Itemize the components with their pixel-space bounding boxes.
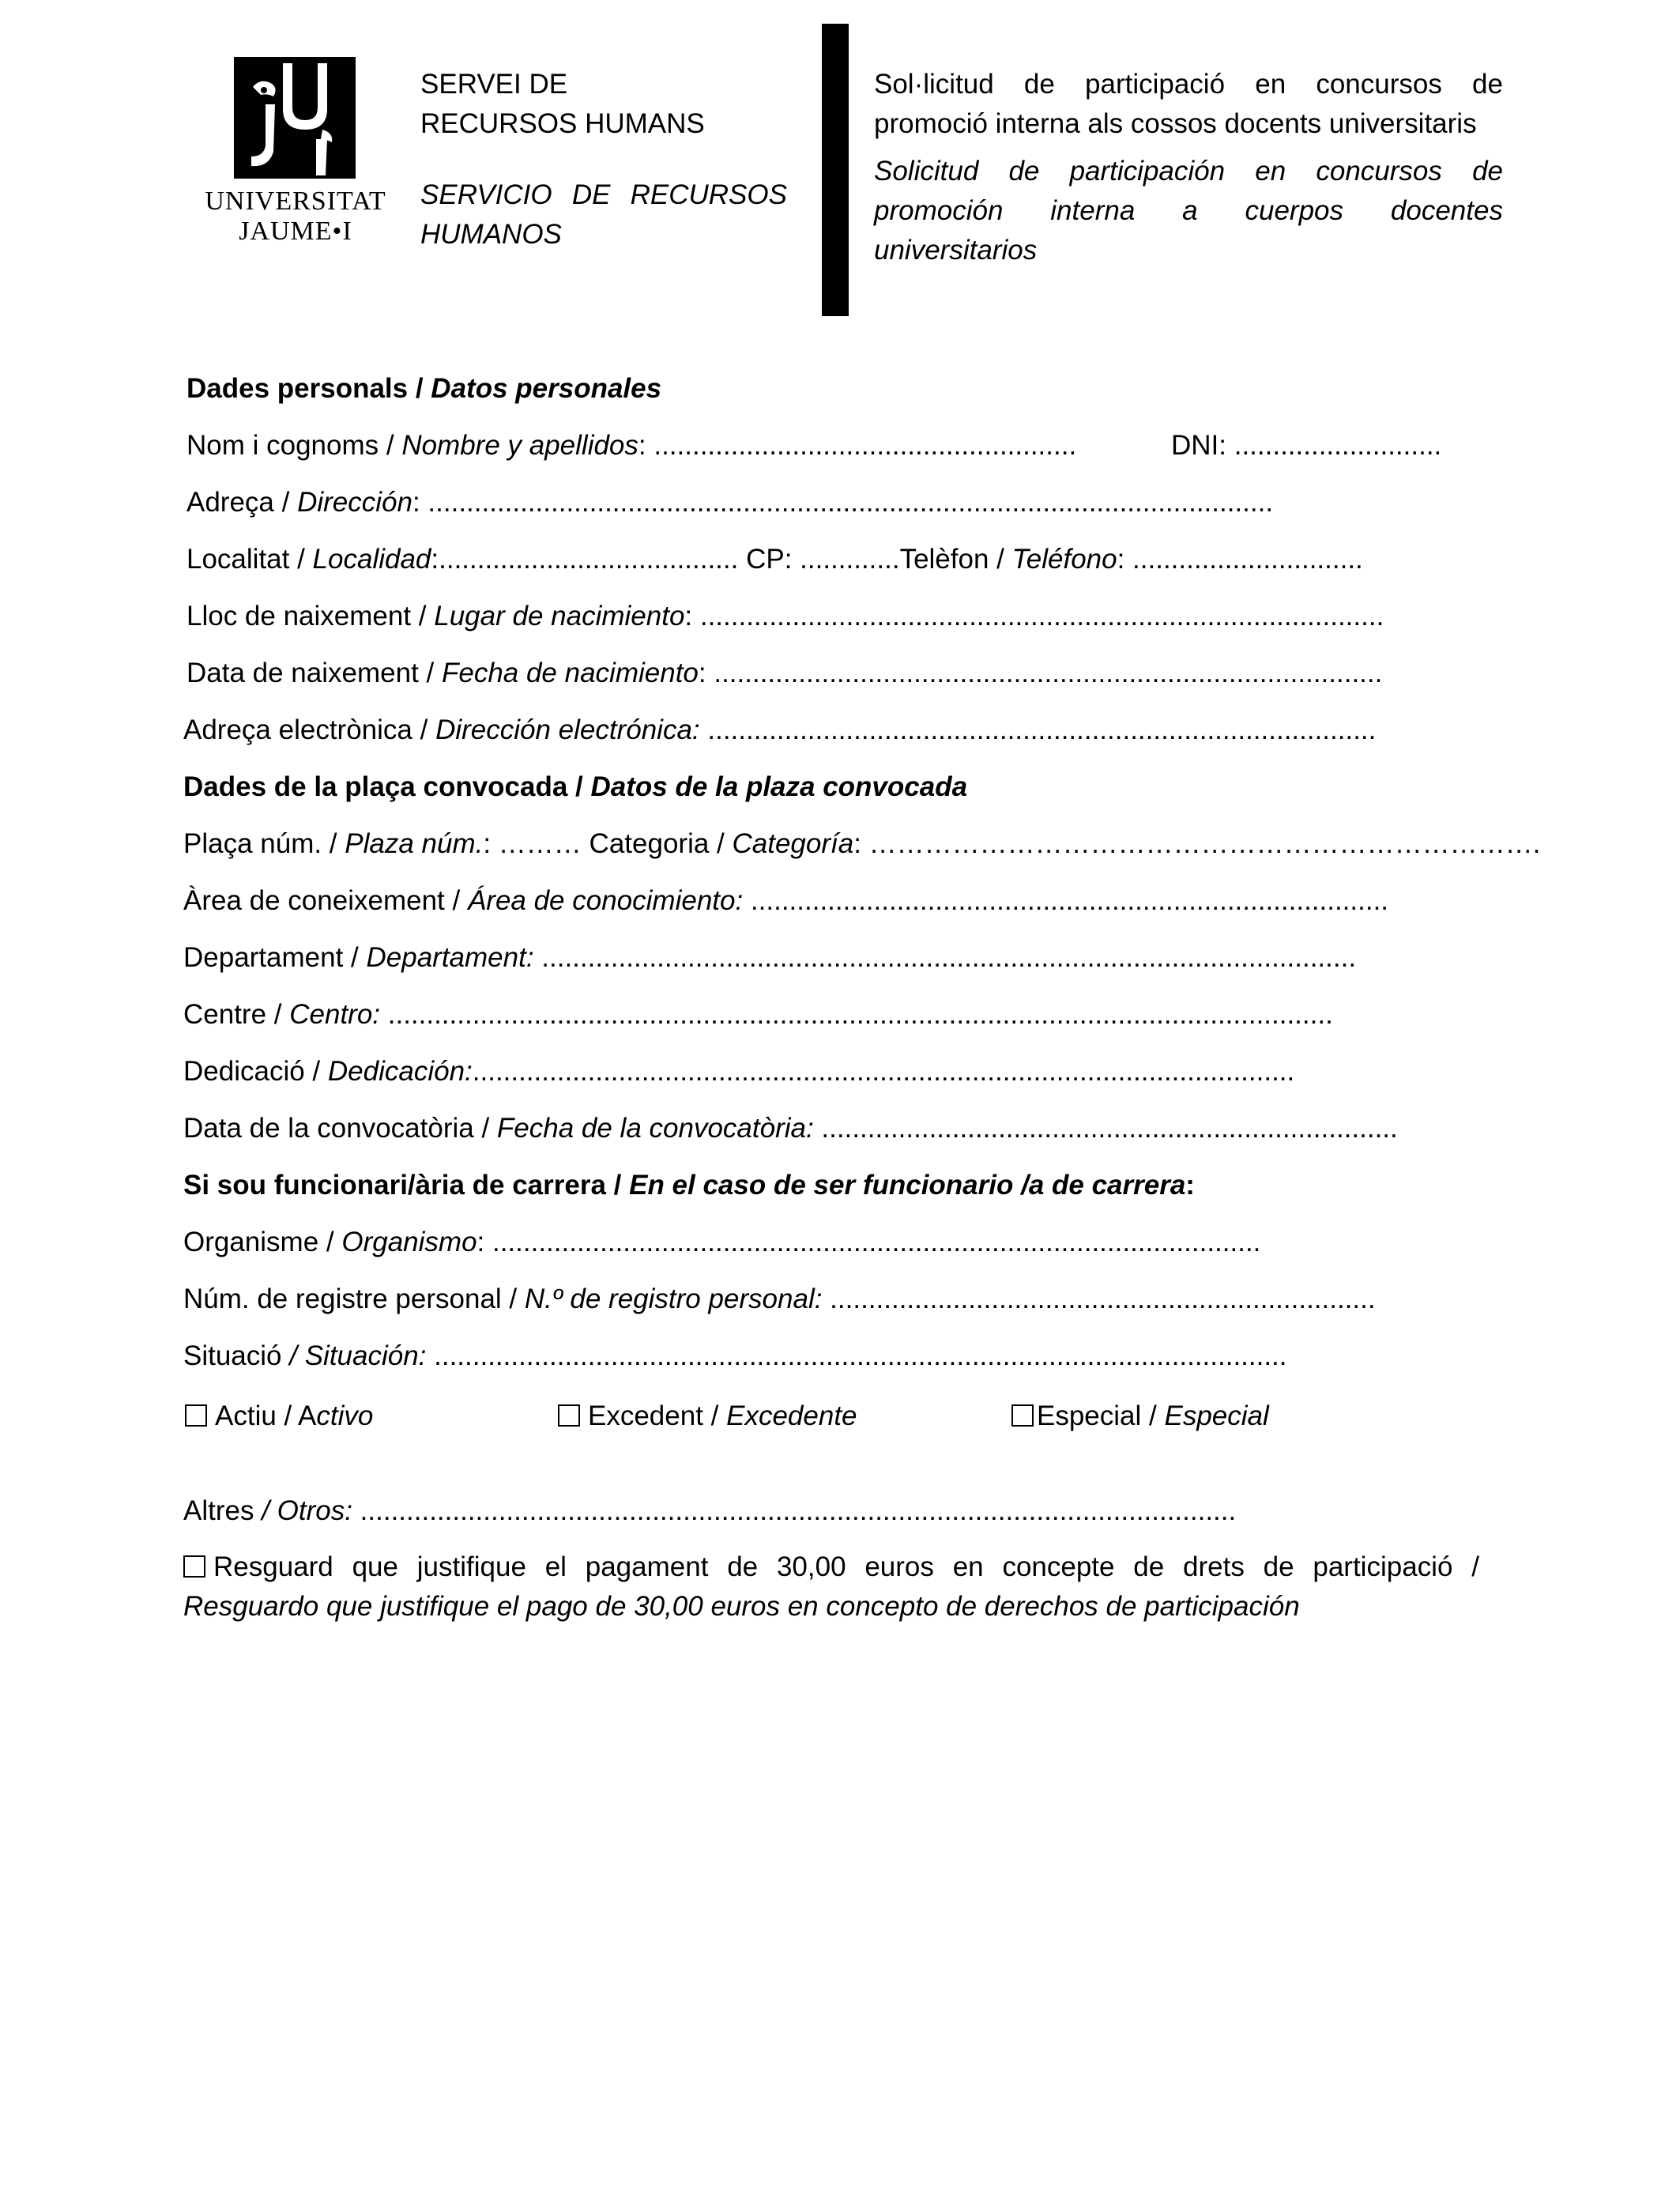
document-title — [874, 65, 1503, 270]
title-ca-line-1 — [874, 65, 1503, 104]
header-divider-bar — [822, 24, 849, 316]
university-logo-mark-icon — [234, 57, 356, 179]
title-word: concursos — [1316, 69, 1442, 100]
fill-line[interactable]: ................................................................................... — [743, 885, 1389, 916]
fill-line[interactable]: : .................................................................................................... — [477, 1227, 1261, 1257]
title-word: a — [1182, 195, 1198, 226]
field-call-date[interactable] — [183, 1111, 1398, 1146]
receipt-line-ca — [183, 1547, 1479, 1587]
fill-line[interactable]: ....................................................................................... — [699, 714, 1377, 745]
label-es: N.º de registro personal: — [524, 1284, 823, 1314]
receipt-word: justifique — [416, 1551, 526, 1582]
option-label-ca: Especial / — [1037, 1400, 1165, 1431]
field-situation[interactable] — [183, 1339, 1287, 1374]
label-ca: Lloc de naixement / — [186, 601, 435, 631]
checkbox-icon[interactable] — [558, 1404, 580, 1427]
field-others[interactable] — [183, 1494, 1236, 1529]
department-es-word: SERVICIO — [420, 179, 552, 210]
label-ca: Localitat / — [186, 544, 313, 575]
title-ca-line-2: promoció interna als cossos docents universitaris — [874, 108, 1477, 139]
section-heading-personal — [186, 371, 661, 406]
title-word: interna — [1050, 195, 1136, 226]
label-ca: Organisme / — [183, 1227, 342, 1257]
label-ca: Adreça / — [186, 487, 298, 518]
label-es: / Otros: — [262, 1495, 352, 1526]
fill-line[interactable]: : ………………………………………………………………. — [853, 828, 1541, 859]
label-es: Plaza núm. — [345, 828, 484, 859]
fill-line[interactable]: .................................................................................................................. — [352, 1495, 1237, 1526]
title-word: cuerpos — [1245, 195, 1344, 226]
title-es-line-1 — [874, 152, 1503, 191]
title-es — [874, 152, 1503, 270]
receipt-word: de — [727, 1551, 759, 1582]
receipt-word: que — [352, 1551, 398, 1582]
label-ca: Categoria / — [589, 828, 733, 859]
receipt-first-word — [183, 1547, 333, 1587]
fill-line[interactable]: ........................................................................... — [813, 1113, 1398, 1144]
field-registry-number[interactable] — [183, 1282, 1376, 1317]
receipt-word: pagament — [585, 1551, 709, 1582]
field-address[interactable] — [186, 485, 1273, 520]
checkbox-icon[interactable] — [185, 1404, 207, 1427]
title-word: de — [1472, 156, 1503, 187]
department-es-word: RECURSOS — [630, 179, 787, 210]
heading-es: En el caso de ser funcionario /a de carrera — [629, 1170, 1186, 1201]
title-word: en — [1255, 156, 1286, 187]
option-label-es: Especial — [1164, 1400, 1269, 1431]
fill-line[interactable]: :....................................... CP: ............. — [431, 544, 900, 575]
label-ca: Data de naixement / — [186, 658, 442, 688]
section-heading-career — [183, 1168, 1195, 1203]
field-name[interactable] — [186, 428, 1076, 463]
receipt-word: Resguard — [213, 1551, 333, 1582]
field-centre[interactable] — [183, 997, 1333, 1032]
heading-colon: : — [1185, 1170, 1195, 1201]
receipt-checkbox-item[interactable] — [183, 1547, 1479, 1627]
fill-line[interactable]: : ....................................................... — [638, 430, 1077, 461]
receipt-line-es: Resguardo que justifique el pago de 30,00 euros en concepto de derechos de participación — [183, 1591, 1300, 1622]
fill-line[interactable]: ........................... — [1226, 430, 1442, 461]
label-es: Localidad — [312, 544, 431, 575]
label-ca: Plaça núm. / — [183, 828, 345, 859]
field-birthplace[interactable] — [186, 599, 1384, 634]
label-es: Departament: — [366, 942, 534, 973]
label-es: Fecha de la convocatòria: — [496, 1113, 814, 1144]
university-wordmark — [199, 187, 392, 247]
fill-line[interactable]: : .............................. — [1117, 544, 1363, 575]
fill-line[interactable]: : ……… — [483, 828, 590, 859]
option-label-es: Excedente — [726, 1400, 857, 1431]
checkbox-icon[interactable] — [183, 1555, 205, 1578]
title-word: concursos — [1316, 156, 1442, 187]
label-es: Área de conocimiento: — [467, 885, 744, 916]
label-ca: Nom i cognoms / — [186, 430, 402, 461]
field-dni[interactable] — [1171, 428, 1441, 463]
wordmark-line-2: JAUME•I — [239, 217, 352, 246]
option-label-es: ctivo — [316, 1400, 374, 1431]
label-es: Categoría — [732, 828, 854, 859]
label-ca: Altres — [183, 1495, 262, 1526]
title-es-line-2 — [874, 191, 1503, 231]
fill-line[interactable]: ........................................................................................................... — [472, 1056, 1295, 1087]
field-organism[interactable] — [183, 1225, 1260, 1260]
field-department[interactable] — [183, 941, 1356, 975]
fill-line[interactable]: : ......................................................................................... — [684, 601, 1384, 631]
situation-option-active[interactable] — [185, 1399, 373, 1434]
title-word: participación — [1069, 156, 1226, 187]
receipt-word: concepte — [1002, 1551, 1115, 1582]
label-ca: Centre / — [183, 999, 290, 1030]
situation-option-special[interactable] — [1011, 1399, 1269, 1434]
receipt-word: drets — [1183, 1551, 1245, 1582]
option-label-ca: Actiu / A — [215, 1400, 317, 1431]
label-es: Lugar de nacimiento — [434, 601, 685, 631]
receipt-word: 30,00 — [776, 1551, 846, 1582]
title-es-line-3: universitarios — [874, 235, 1038, 266]
field-email[interactable] — [183, 713, 1376, 748]
title-word: promoción — [874, 195, 1004, 226]
fill-line[interactable]: ........................................................................................................................... — [380, 999, 1333, 1030]
field-knowledge-area[interactable] — [183, 884, 1388, 918]
fill-line[interactable]: .......................................................................................................... — [533, 942, 1357, 973]
label-ca: Núm. de registre personal / — [183, 1284, 525, 1314]
wordmark-line-1: UNIVERSITAT — [205, 187, 386, 216]
checkbox-icon[interactable] — [1011, 1404, 1034, 1427]
label-es: Centro: — [289, 999, 381, 1030]
label-es: Organismo — [341, 1227, 477, 1257]
receipt-word: participació — [1313, 1551, 1453, 1582]
receipt-word: el — [544, 1551, 567, 1582]
title-word: en — [1255, 69, 1286, 100]
label-es: Dirección electrónica: — [435, 714, 700, 745]
heading-ca: Si sou funcionari/ària de carrera / — [183, 1170, 630, 1201]
fill-line[interactable]: : .............................................................................................................. — [412, 487, 1274, 518]
fill-line[interactable]: : ....................................................................................... — [698, 658, 1383, 688]
receipt-word: de — [1263, 1551, 1294, 1582]
field-plaza-category[interactable] — [183, 827, 1540, 861]
fill-line[interactable]: ....................................................................... — [822, 1284, 1376, 1314]
option-label-ca: Excedent / — [588, 1400, 727, 1431]
receipt-word: en — [952, 1551, 984, 1582]
title-word: participació — [1085, 69, 1226, 100]
title-word: de — [1472, 69, 1503, 100]
department-es-word: DE — [571, 179, 611, 210]
situation-option-excedent[interactable] — [558, 1399, 857, 1434]
label-ca: Àrea de coneixement / — [183, 885, 468, 916]
receipt-word: / — [1471, 1551, 1479, 1582]
heading-ca: Dades de la plaça convocada / — [183, 771, 591, 802]
department-es-line-1 — [420, 175, 787, 215]
label-ca: Telèfon / — [899, 544, 1012, 575]
heading-es: Datos personales — [431, 373, 662, 404]
title-word: Solicitud — [874, 156, 979, 187]
title-word: docentes — [1390, 195, 1503, 226]
department-name — [420, 65, 787, 254]
university-logo — [199, 57, 392, 247]
receipt-word: euros — [864, 1551, 934, 1582]
section-heading-position — [183, 770, 967, 805]
department-es-line-2: HUMANOS — [420, 219, 562, 250]
department-ca-line-2: RECURSOS HUMANS — [420, 108, 705, 139]
label-es: Nombre y apellidos — [401, 430, 638, 461]
field-birthdate[interactable] — [186, 656, 1382, 691]
department-ca-line-1: SERVEI DE — [420, 69, 568, 100]
label-ca: Dedicació / — [183, 1056, 328, 1087]
title-word: Sol·licitud — [874, 69, 994, 100]
label-ca: Situació — [183, 1340, 290, 1371]
field-dedication[interactable] — [183, 1054, 1294, 1089]
label-es: / Situación: — [289, 1340, 427, 1371]
label-ca: Departament / — [183, 942, 367, 973]
title-word: de — [1023, 69, 1055, 100]
label-es: Teléfono — [1011, 544, 1117, 575]
label-ca: Adreça electrònica / — [183, 714, 436, 745]
title-word: de — [1008, 156, 1040, 187]
label-es: Fecha de nacimiento — [441, 658, 699, 688]
label-es: Dedicación: — [327, 1056, 473, 1087]
label-ca: Data de la convocatòria / — [183, 1113, 497, 1144]
heading-es: Datos de la plaza convocada — [590, 771, 968, 802]
field-locality-cp[interactable] — [186, 542, 1363, 577]
label-es: Dirección — [297, 487, 412, 518]
heading-ca: Dades personals / — [186, 373, 431, 404]
receipt-word: de — [1133, 1551, 1165, 1582]
fill-line[interactable]: ............................................................................................................... — [426, 1340, 1287, 1371]
label-dni: DNI: — [1171, 430, 1226, 461]
